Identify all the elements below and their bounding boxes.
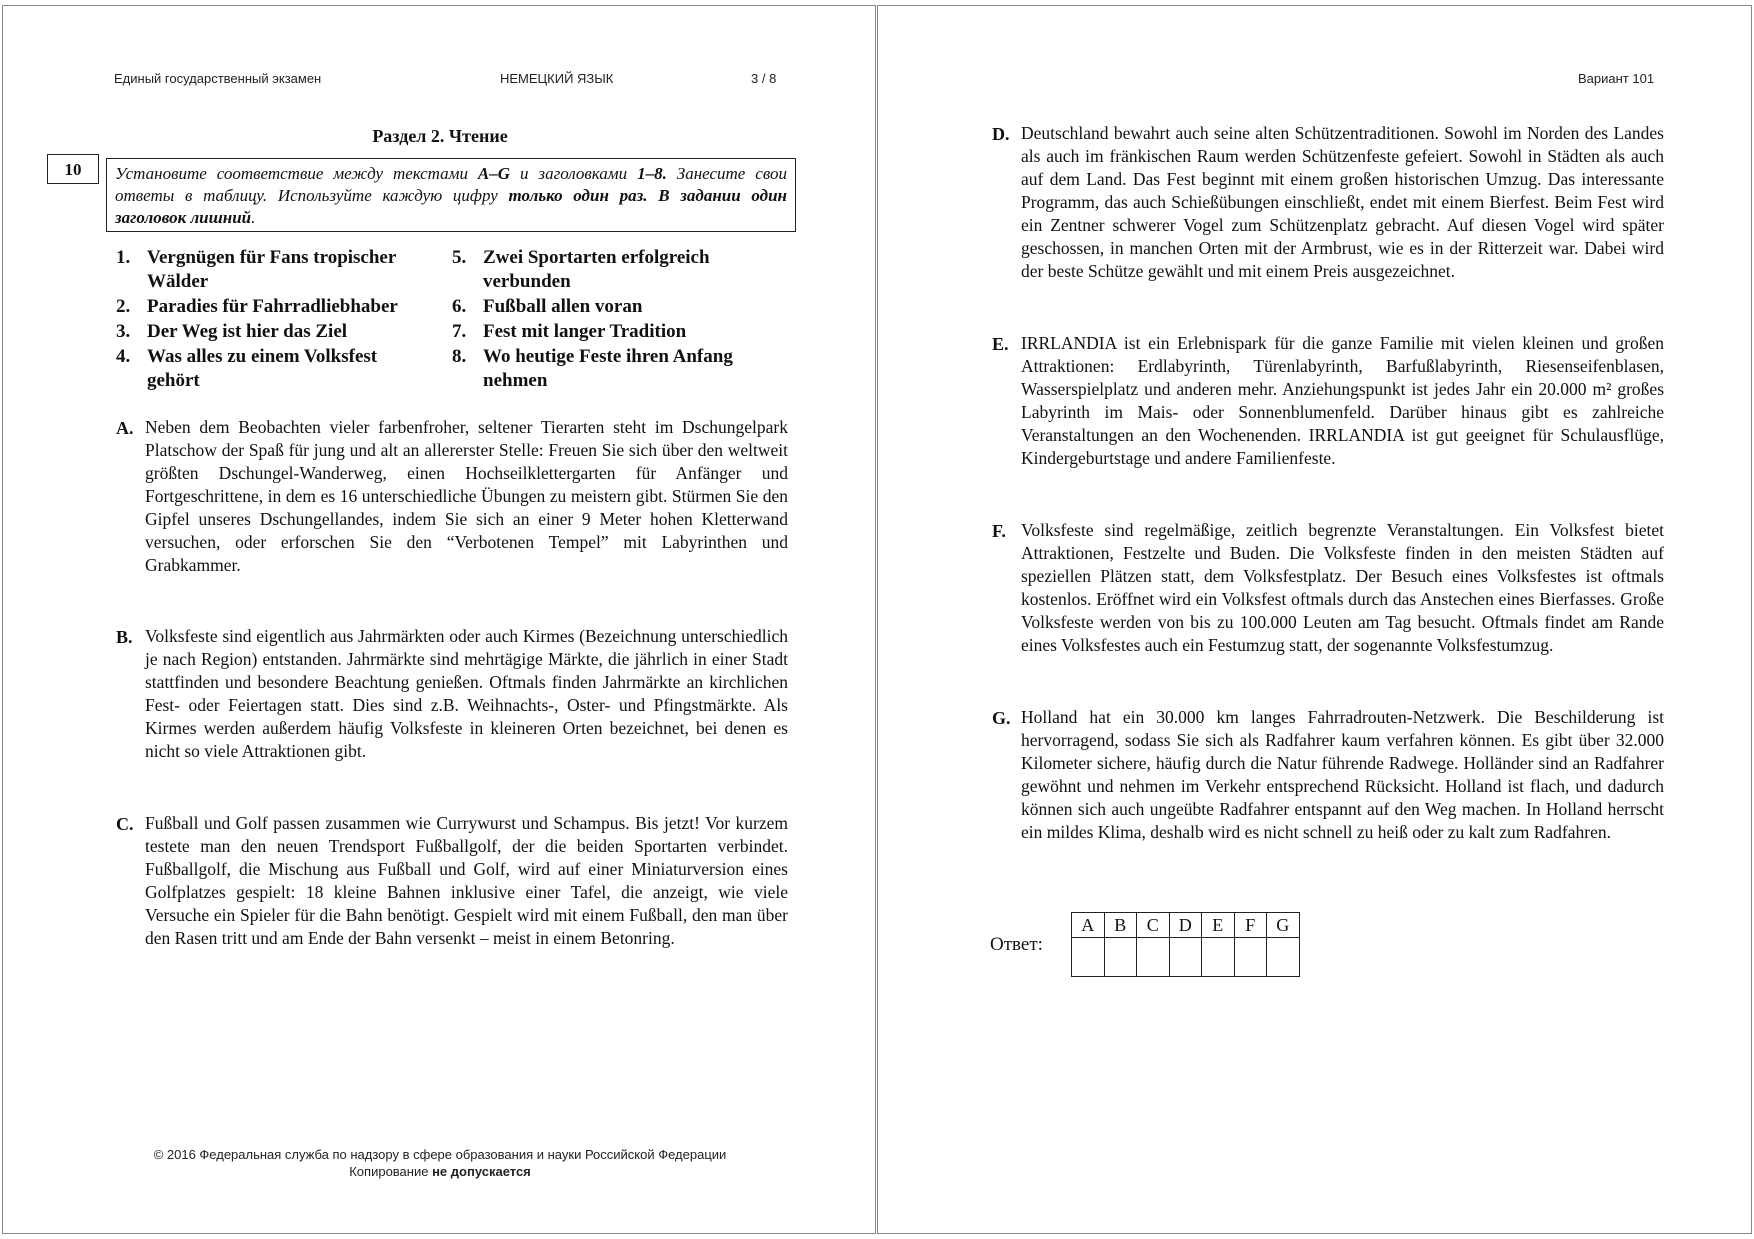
exam-title: Единый государственный экзамен: [114, 71, 322, 86]
answer-column-header: A: [1072, 913, 1105, 938]
answer-cell[interactable]: [1234, 938, 1267, 977]
text-body: Volksfeste sind eigentlich aus Jahrmärkten oder auch Kirmes (Bezeichnung unterschiedlich je nach Region) entstanden. Jahrmärkte sind mehrtägige Märkte, die jährlich in einer Stadt stattfinden und besondere Beachtung genießen. Oftmals finden Jahrmärkte an kirchlichen Fest- oder Feiertagen statt. Dies sind z.B. Weihnachts-, Oster- und Pfingstmärkte. Als Kirmes werden außerdem häufig Volksfeste in kleineren Orten bezeichnet, bei denen es nicht so viele Attraktionen gibt.: [145, 626, 788, 761]
page-number: 3 / 8: [751, 71, 777, 86]
text-a: [116, 416, 788, 577]
headline-item: 2. Paradies für Fahrradliebhaber: [116, 296, 398, 317]
section-title: Раздел 2. Чтение: [372, 126, 508, 146]
headline-item: 3. Der Weg ist hier das Ziel: [116, 321, 348, 342]
answer-column-header: C: [1137, 913, 1170, 938]
text-body: Neben dem Beobachten vieler farbenfroher, seltener Tierarten steht im Dschungelpark Platschow der Spaß für jung und alt an allererster Stelle: Freuen Sie sich über den weltweit größten Dschungel-Wanderweg, einen Hochseilklettergarten für Anfänger und Fortgeschrittene, in dem es 16 unterschiedliche Übungen zu meistern gibt. Stürmen Sie den Gipfel unseres Dschungellandes, indem Sie sich an einer 9 Meter hohen Kletterwand versuchen, oder erforschen Sie den “Verbotenen Tempel” mit Labyrinthen und Grabkammer.: [145, 417, 788, 575]
text-body: Fußball und Golf passen zusammen wie Currywurst und Schampus. Bis jetzt! Vor kurzem testete man den neuen Trendsport Fußballgolf, der die beiden Sportarten verbindet. Fußballgolf, die Mischung aus Fußball und Golf, wird auf einer Miniaturversion eines Golfplatzes gespielt: 18 kleine Bahnen inklusive einer Tafel, die anzeigt, wie viele Versuche ein Spieler für die Bahn benötigt. Gespielt wird mit einem Fußball, den man über den Rasen tritt und am Ende der Bahn versenkt – meist in einem Betonring.: [145, 813, 788, 948]
copyright: © 2016 Федеральная служба по надзору в сфере образования и науки Российской Федерации: [153, 1147, 727, 1162]
left-page: [2, 5, 876, 1234]
text-body: Deutschland bewahrt auch seine alten Schützentraditionen. Sowohl im Norden des Landes als auch im fränkischen Raum werden Schützenfeste gefeiert. Sowohl in Städten als auch auf dem Land. Das Fest beginnt mit einem großen historischen Umzug. Das interessante Programm, das auch Schießübungen einschließt, endet mit einem Bierfest. Beim Fest wird ein Zentner schwerer Vogel zum Schützenplatz gebracht. Auf diesen Vogel wird später geschossen, in manchen Orten mit der Armbrust, wie es in der Ritterzeit war. Dabei wird der beste Schütze gewählt und mit einem Preis ausgezeichnet.: [1021, 123, 1664, 281]
copy-notice: Копирование не допускается: [349, 1164, 531, 1179]
answer-cell[interactable]: [1104, 938, 1137, 977]
headline-item: 1. Vergnügen für Fans tropischer Wälder: [116, 247, 396, 292]
text-body: Volksfeste sind regelmäßige, zeitlich begrenzte Veranstaltungen. Ein Volksfest bietet Attraktionen, Festzelte und Buden. Die Volksfeste finden in den meisten Städten auf speziellen Plätzen statt, dem Volksfestplatz. Der Besuch eines Volksfestes ist oftmals kostenlos. Eröffnet wird ein Volksfest oftmals durch das Anstechen eines Bierfasses. Große Volksfeste werden von bis zu 100.000 Leuten am Tag besucht. Oftmals findet am Rande eines Volksfestes auch ein Festumzug statt, der sogenannte Volksfestumzug.: [1021, 520, 1664, 655]
variant-label: Вариант 101: [1578, 71, 1655, 86]
text-e: [992, 332, 1664, 470]
answer-cell[interactable]: [1202, 938, 1235, 977]
text-f: [992, 519, 1664, 657]
subject-title: НЕМЕЦКИЙ ЯЗЫК: [500, 71, 614, 86]
headlines-column-left: [116, 246, 416, 394]
answer-column-header: F: [1234, 913, 1267, 938]
text-letter: C.: [116, 814, 134, 834]
footer: [3, 1146, 877, 1180]
text-letter: A.: [116, 418, 134, 438]
text-letter: E.: [992, 334, 1009, 354]
text-d: [992, 122, 1664, 283]
text-letter: F.: [992, 521, 1006, 541]
text-b: [116, 625, 788, 763]
answer-table: [1071, 912, 1300, 977]
answer-cell[interactable]: [1072, 938, 1105, 977]
text-g: [992, 706, 1664, 844]
headline-item: 5. Zwei Sportarten erfolgreich verbunden: [452, 247, 710, 292]
answer-column-header: B: [1104, 913, 1137, 938]
answer-cell[interactable]: [1137, 938, 1170, 977]
headline-item: 6. Fußball allen voran: [452, 296, 643, 317]
headline-item: 7. Fest mit langer Tradition: [452, 321, 687, 342]
task-number: 10: [47, 154, 99, 184]
text-letter: B.: [116, 627, 133, 647]
answer-column-header: E: [1202, 913, 1235, 938]
answer-cell[interactable]: [1169, 938, 1202, 977]
answer-label: Ответ:: [990, 934, 1043, 955]
answer-cell[interactable]: [1267, 938, 1300, 977]
headline-item: 8. Wo heutige Feste ihren Anfang nehmen: [452, 346, 733, 391]
task-instruction: Установите соответствие между текстами A–G и заголовками 1–8. Занесите свои ответы в таблицу. Используйте каждую цифру только один раз. В задании один заголовок лишний.: [106, 158, 796, 232]
text-c: [116, 812, 788, 950]
text-body: Holland hat ein 30.000 km langes Fahrradrouten-Netzwerk. Die Beschilderung ist hervorragend, sodass Sie sich als Radfahrer kaum verfahren können. Es gibt über 32.000 Kilometer sichere, häufig durch die Natur führende Radwege. Holländer sind an Radfahrer gewöhnt und nehmen im Verkehr entsprechend Rücksicht. Holland ist flach, und dadurch können sich auch ungeübte Radfahrer entspannt auf den Weg machen. In Holland herrscht ein mildes Klima, deshalb wird es nicht schnell zu heiß oder zu kalt zum Radfahren.: [1021, 707, 1664, 842]
headline-item: 4. Was alles zu einem Volksfest gehört: [116, 346, 378, 391]
answer-column-header: G: [1267, 913, 1300, 938]
text-letter: G.: [992, 708, 1011, 728]
text-letter: D.: [992, 124, 1010, 144]
headlines-column-right: [452, 246, 762, 394]
text-body: IRRLANDIA ist ein Erlebnispark für die ganze Familie mit vielen kleinen und großen Attraktionen: Erdlabyrinth, Türenlabyrinth, Barfußlabyrinth, Riesenseifenblasen, Wasserspielplatz und anderen mehr. Anziehungspunkt ist jedes Jahr ein 20.000 m² großes Labyrinth im Mais- oder Sonnenblumenfeld. Darüber hinaus gibt es zahlreiche Veranstaltungen an den Wochenenden. IRRLANDIA ist gut geeignet für Schulausflüge, Kindergeburtstage und andere Familienfeste.: [1021, 333, 1664, 468]
right-page: [877, 5, 1752, 1234]
answer-column-header: D: [1169, 913, 1202, 938]
